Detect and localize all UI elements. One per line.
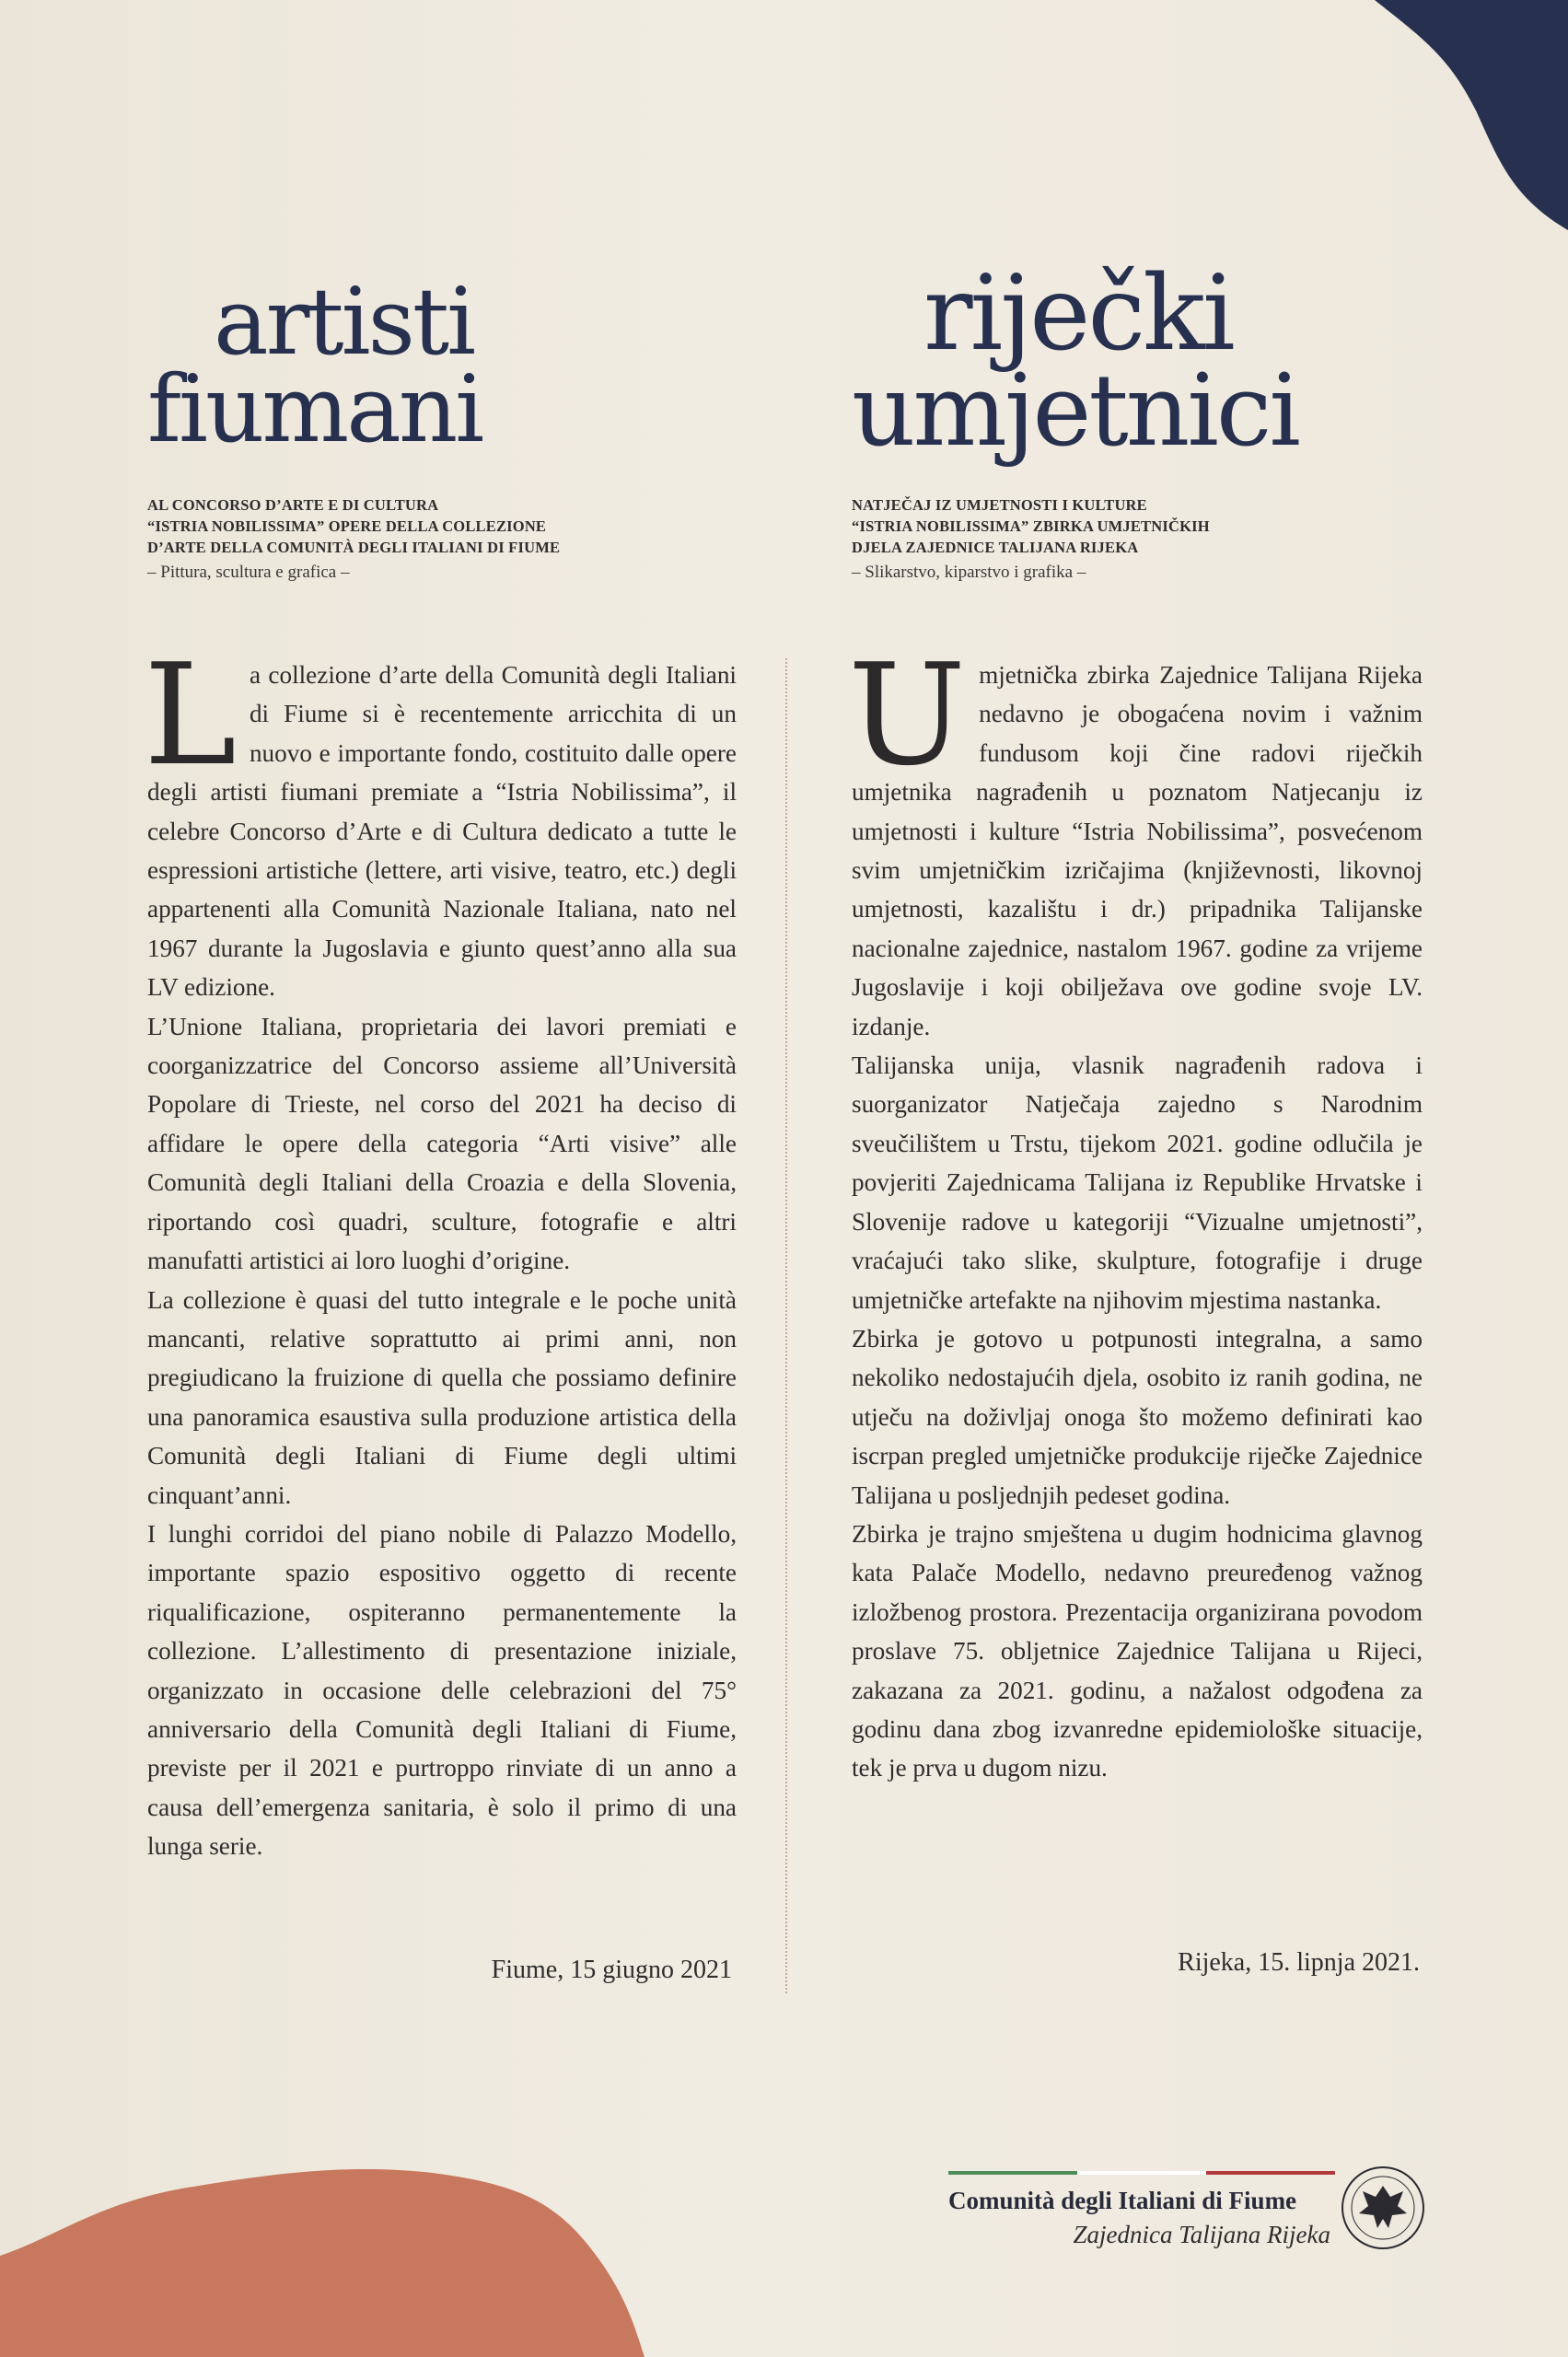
title-croatian-line1: riječki bbox=[923, 254, 1233, 374]
body-text-italian bbox=[144, 633, 737, 1866]
dropcap-croatian: U bbox=[848, 633, 967, 796]
subtitle-italian-line: “ISTRIA NOBILISSIMA” OPERE DELLA COLLEZIONE bbox=[147, 517, 547, 535]
title-italian-line1: artisti bbox=[214, 268, 474, 376]
body-text-croatian bbox=[848, 633, 1423, 1788]
flag-bar-green bbox=[948, 2171, 1077, 2175]
subtitle-italian bbox=[147, 494, 663, 558]
subtitle2-italian: – Pittura, scultura e grafica – bbox=[147, 563, 350, 582]
eagle-seal-icon bbox=[1339, 2164, 1427, 2252]
paragraph-croatian: Talijanska unija, vlasnik nagrađenih radova i suorganizator Natječaja zajedno s Narodnim sveučilištem u Trstu, tijekom 2021. godine odlučila je povjeriti Zajednicama Talijana iz Republike Hrvatske i Slovenije radove u kategoriji “Vizualne umjetnosti”, vraćajući tako slike, skulpture, fotografije i druge umjetničke artefakte na njihovim mjestima nastanka. bbox=[852, 1051, 1423, 1314]
navy-corner-shape bbox=[1264, 0, 1568, 276]
title-croatian-line2: umjetnici bbox=[852, 354, 1298, 469]
terracotta-hill-shape bbox=[0, 2145, 700, 2357]
subtitle-italian-line: D’ARTE DELLA COMUNITÀ DEGLI ITALIANI DI FIUME bbox=[147, 539, 561, 556]
paragraph-italian: I lunghi corridoi del piano nobile di Palazzo Modello, importante spazio espositivo oggetto di recente riqualificazione, ospiteranno permanentemente la collezione. L’allestimento di presentazione iniziale, organizzato in occasione delle celebrazioni del 75° anniversario della Comunità degli Italiani di Fiume, previste per il 2021 e purtroppo rinviate di un anno a causa dell’emergenza sanitaria, è solo il primo di una lunga serie. bbox=[147, 1519, 737, 1861]
title-italian-line2: fiumani bbox=[147, 355, 482, 463]
paragraph-italian: a collezione d’arte della Comunità degli Italiani di Fiume si è recentemente arricchita di un nuovo e importante fondo, costituito dalle opere degli artisti fiumani premiate a “Istria Nobilissima”, il celebre Concorso d’Arte e di Cultura dedicato a tutte le espressioni artistiche (lettere, arti visive, teatro, etc.) degli appartenenti alla Comunità Nazionale Italiana, nato nel 1967 durante la Jugoslavia e giunto quest’anno alla sua LV edizione. bbox=[147, 661, 737, 1002]
subtitle-croatian-line: “ISTRIA NOBILISSIMA” ZBIRKA UMJETNIČKIH bbox=[852, 517, 1210, 535]
community-logo bbox=[948, 2164, 1427, 2265]
logo-name-croatian: Zajednica Talijana Rijeka bbox=[1073, 2221, 1330, 2248]
subtitle-croatian-line: DJELA ZAJEDNICE TALIJANA RIJEKA bbox=[852, 539, 1139, 556]
logo-name-italian: Comunità degli Italiani di Fiume bbox=[948, 2187, 1297, 2214]
dropcap-italian: L bbox=[144, 633, 237, 796]
paragraph-croatian: mjetnička zbirka Zajednice Talijana Rijeka nedavno je obogaćena novim i važnim fundusom koji čine radovi riječkih umjetnika nagrađenih u poznatom Natjecanju iz umjetnosti i kulture “Istria Nobilissima”, posvećenom svim umjetničkim izričajima (književnosti, likovnoj umjetnosti, kazalištu i dr.) pripadnika Talijanske nacionalne zajednice, nastalom 1967. godine za vrijeme Jugoslavije i koji obilježava ove godine svoje LV. izdanje. bbox=[852, 661, 1423, 1040]
paragraph-italian: La collezione è quasi del tutto integrale e le poche unità mancanti, relative soprattutto ai primi anni, non pregiudicano la fruizione di quella che possiamo definire una panoramica esaustiva sulla produzione artistica della Comunità degli Italiani di Fiume degli ultimi cinquant’anni. bbox=[147, 1285, 737, 1509]
subtitle-italian-line: AL CONCORSO D’ARTE E DI CULTURA bbox=[147, 496, 439, 514]
signoff-croatian: Rijeka, 15. lipnja 2021. bbox=[1178, 1948, 1420, 1977]
subtitle-croatian-line: NATJEČAJ IZ UMJETNOSTI I KULTURE bbox=[852, 496, 1147, 514]
paragraph-italian: L’Unione Italiana, proprietaria dei lavori premiati e coorganizzatrice del Concorso assieme all’Università Popolare di Trieste, nel corso del 2021 ha deciso di affidare le opere della categoria “Arti visive” alle Comunità degli Italiani della Croazia e della Slovenia, riportando così quadri, sculture, fotografie e altri manufatti artistici ai loro luoghi d’origine. bbox=[147, 1012, 737, 1275]
flag-bar-white bbox=[1077, 2171, 1206, 2175]
column-divider bbox=[785, 658, 787, 1993]
paragraph-croatian: Zbirka je gotovo u potpunosti integralna, a samo nekoliko nedostajućih djela, osobito iz ranih godina, ne utječu na doživljaj onoga što možemo definirati kao iscrpan pregled umjetničke produkcije riječke Zajednice Talijana u posljednjih pedeset godina. bbox=[852, 1324, 1423, 1509]
tricolor-bars bbox=[948, 2171, 1335, 2175]
paragraph-croatian: Zbirka je trajno smještena u dugim hodnicima glavnog kata Palače Modello, nedavno preuređenog važnog izložbenog prostora. Prezentacija organizirana povodom proslave 75. obljetnice Zajednice Talijana u Rijeci, zakazana za 2021. godinu, a nažalost odgođena za godinu dana zbog izvanredne epidemiološke situacije, tek je prva u dugom nizu. bbox=[852, 1519, 1423, 1782]
flag-bar-red bbox=[1206, 2171, 1335, 2175]
signoff-italian: Fiume, 15 giugno 2021 bbox=[491, 1956, 732, 1984]
subtitle-croatian bbox=[852, 494, 1330, 558]
subtitle2-croatian: – Slikarstvo, kiparstvo i grafika – bbox=[852, 563, 1086, 582]
